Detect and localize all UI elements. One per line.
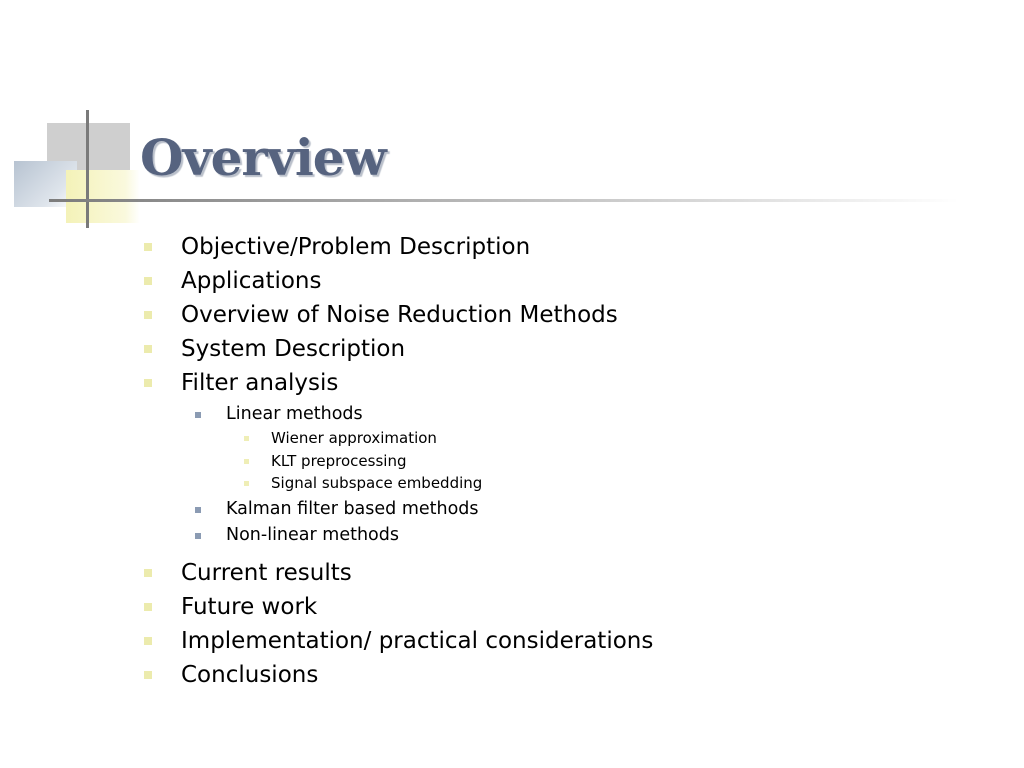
sub-sub-bullet-text: Wiener approximation [271,429,437,447]
square-bullet-icon [144,345,152,353]
sub-bullet-list [181,401,980,548]
bullet-item [140,556,980,590]
sub-bullet-item [181,401,980,495]
bullet-text: Objective/Problem Description [181,234,531,260]
square-bullet-icon [244,481,249,486]
bullet-text: Overview of Noise Reduction Methods [181,302,618,328]
bullet-list [140,230,980,692]
decor-yellow-square [66,170,140,223]
sub-bullet-item [181,522,980,548]
square-bullet-icon [195,507,201,513]
sub-sub-bullet-item [226,427,980,450]
square-bullet-icon [144,637,152,645]
bullet-text: Filter analysis [181,370,339,396]
square-bullet-icon [195,412,201,418]
sub-sub-bullet-item [226,472,980,495]
square-bullet-icon [144,243,152,251]
sub-bullet-item [181,496,980,522]
decor-vertical-rule [86,110,89,228]
square-bullet-icon [144,671,152,679]
square-bullet-icon [195,533,201,539]
square-bullet-icon [144,311,152,319]
square-bullet-icon [144,379,152,387]
bullet-text: Future work [181,593,318,620]
bullet-item [140,658,980,692]
sub-sub-bullet-text: KLT preprocessing [271,451,407,470]
square-bullet-icon [144,569,152,577]
title-underline-rule [49,199,959,202]
sub-bullet-text: Non-linear methods [226,524,399,545]
slide-title: Overview [140,128,386,187]
sub-bullet-text: Linear methods [226,404,363,424]
sub-sub-bullet-list [226,427,980,495]
square-bullet-icon [144,603,152,611]
bullet-text: Conclusions [181,661,319,688]
sub-bullet-text: Kalman filter based methods [226,498,479,519]
bullet-outline [140,230,980,692]
square-bullet-icon [244,436,249,441]
bullet-item [140,590,980,624]
bullet-text: Applications [181,268,322,294]
square-bullet-icon [144,277,152,285]
bullet-item [140,230,980,264]
bullet-text: Implementation/ practical considerations [181,627,654,654]
bullet-item [140,624,980,658]
bullet-text: Current results [181,559,352,586]
bullet-text: System Description [181,336,406,362]
bullet-item [140,298,980,332]
bullet-item [140,366,980,548]
sub-sub-bullet-item [226,450,980,473]
bullet-item [140,264,980,298]
bullet-item [140,332,980,366]
square-bullet-icon [244,459,249,464]
sub-sub-bullet-text: Signal subspace embedding [271,474,483,492]
